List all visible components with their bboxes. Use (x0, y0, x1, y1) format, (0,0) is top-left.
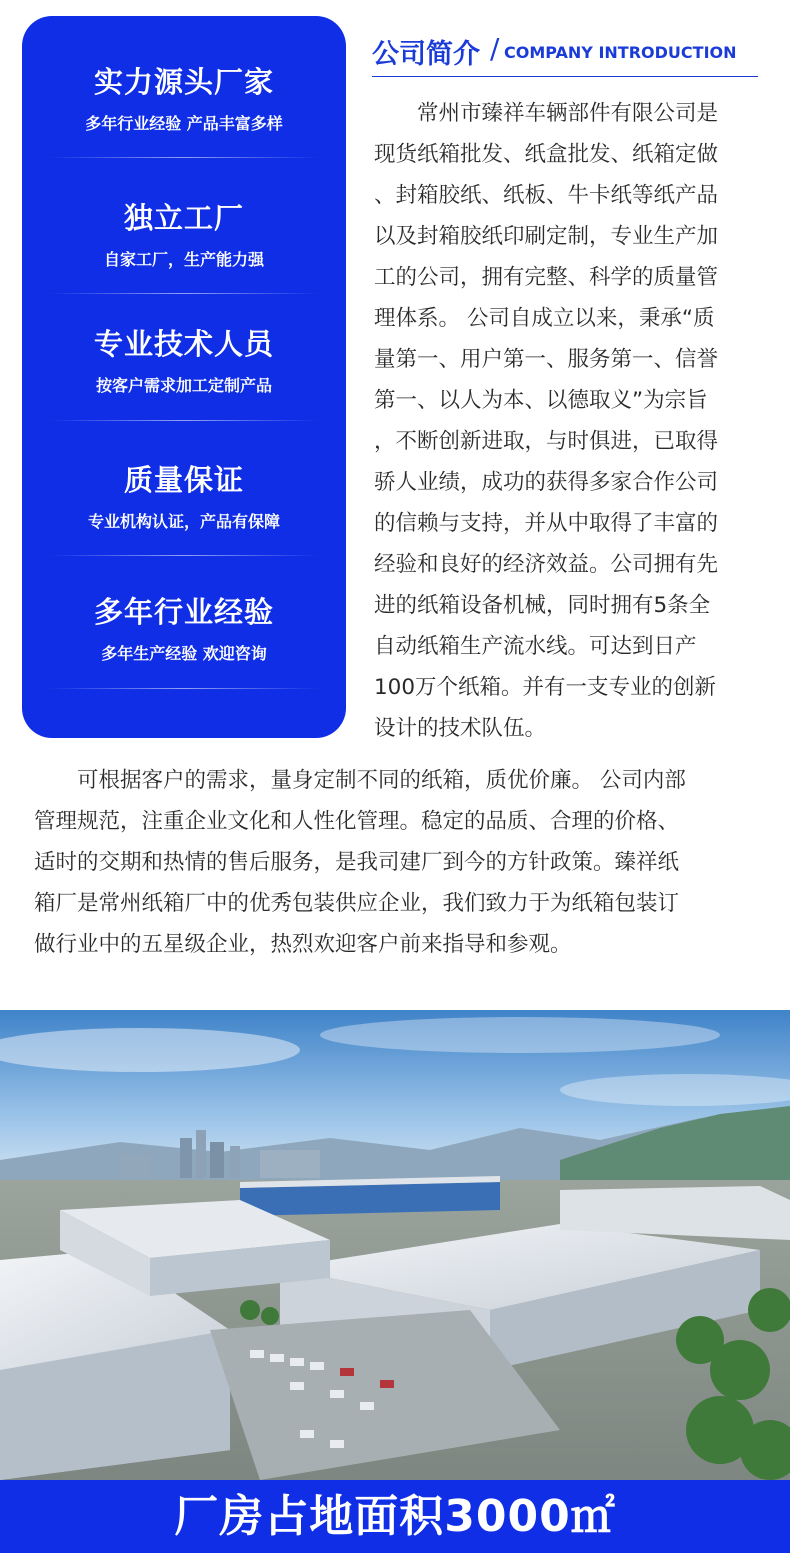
intro-line: 100万个纸箱。并有一支专业的创新 (374, 675, 717, 700)
feature-title: 独立工厂 (123, 201, 244, 235)
intro-line: 骄人业绩，成功的获得多家合作公司 (374, 470, 719, 495)
intro-line: 现货纸箱批发、纸盒批发、纸箱定做 (374, 142, 719, 167)
paragraph-line: 可根据客户的需求，量身定制不同的纸箱，质优价廉。 公司内部 (34, 768, 686, 793)
factory-aerial-photo (0, 1010, 790, 1480)
intro-line: 、封箱胶纸、纸板、牛卡纸等纸产品 (374, 183, 719, 208)
feature-item (22, 62, 346, 136)
feature-subtitle: 专业机构认证，产品有保障 (87, 512, 280, 531)
intro-body (374, 93, 764, 749)
intro-title-en: COMPANY INTRODUCTION (504, 43, 737, 62)
intro-line: 理体系。 公司自成立以来，秉承“质 (374, 306, 715, 331)
feature-title: 专业技术人员 (93, 327, 274, 361)
feature-divider (48, 420, 320, 421)
feature-item (22, 592, 346, 666)
feature-divider (48, 555, 320, 556)
intro-line: 量第一、用户第一、服务第一、信誉 (374, 347, 719, 372)
paragraph-line: 管理规范，注重企业文化和人性化管理。稳定的品质、合理的价格、 (34, 809, 680, 834)
feature-subtitle: 按客户需求加工定制产品 (95, 376, 272, 395)
paragraph-line: 做行业中的五星级企业，热烈欢迎客户前来指导和参观。 (34, 932, 572, 957)
intro-title-zh: 公司简介 (372, 39, 480, 70)
intro-line: 的信赖与支持，并从中取得了丰富的 (374, 511, 719, 536)
intro-line: 自动纸箱生产流水线。可达到日产 (374, 634, 697, 659)
intro-heading (372, 28, 758, 77)
feature-title: 多年行业经验 (93, 595, 274, 629)
intro-title-slash: / (490, 32, 500, 65)
intro-line: 常州市臻祥车辆部件有限公司是 (417, 101, 719, 126)
intro-line: 经验和良好的经济效益。公司拥有先 (374, 552, 719, 577)
intro-line: 以及封箱胶纸印刷定制，专业生产加 (374, 224, 719, 249)
area-banner (0, 1480, 790, 1553)
feature-divider (48, 157, 320, 158)
paragraph-line: 箱厂是常州纸箱厂中的优秀包装供应企业，我们致力于为纸箱包装订 (34, 891, 680, 916)
feature-item (22, 460, 346, 534)
feature-subtitle: 自家工厂，生产能力强 (103, 250, 264, 269)
intro-line: 第一、以人为本、以德取义”为宗旨 (374, 388, 708, 413)
feature-item (22, 324, 346, 398)
intro-line: ，不断创新进取，与时俱进，已取得 (374, 429, 719, 454)
feature-title: 实力源头厂家 (93, 65, 274, 99)
feature-title: 质量保证 (123, 463, 244, 497)
feature-divider (48, 688, 320, 689)
feature-subtitle: 多年生产经验 欢迎咨询 (101, 644, 267, 663)
factory-illustration (0, 1010, 790, 1480)
features-panel (22, 16, 346, 738)
area-banner-text: 厂房占地面积3000㎡ (174, 1491, 616, 1542)
intro-line: 设计的技术队伍。 (374, 716, 547, 741)
feature-subtitle: 多年行业经验 产品丰富多样 (85, 114, 283, 133)
feature-divider (48, 293, 320, 294)
intro-line: 进的纸箱设备机械，同时拥有5条全 (374, 593, 711, 618)
paragraph-line: 适时的交期和热情的售后服务，是我司建厂到今的方针政策。臻祥纸 (34, 850, 680, 875)
full-paragraph (34, 760, 774, 965)
intro-line: 工的公司，拥有完整、科学的质量管 (374, 265, 719, 290)
feature-item (22, 198, 346, 272)
